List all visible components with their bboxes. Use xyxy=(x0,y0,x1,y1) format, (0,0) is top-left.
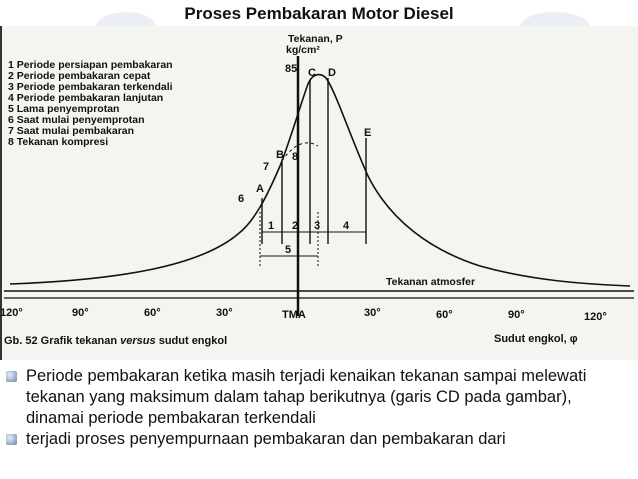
period-label: 3 xyxy=(314,220,321,232)
y-axis-label: Tekanan, P xyxy=(288,33,343,45)
slide-title: Proses Pembakaran Motor Diesel xyxy=(184,4,454,23)
bullet-icon xyxy=(6,371,17,382)
y-peak-value: 85 xyxy=(285,63,298,75)
x-tick-label: 30° xyxy=(216,307,233,319)
x-tick-label: 90° xyxy=(72,307,89,319)
legend-item: 1 Periode persiapan pembakaran xyxy=(8,59,173,71)
legend-item: 8 Tekanan kompresi xyxy=(8,136,109,148)
caption-prefix: Gb. 52 Grafik tekanan xyxy=(4,335,121,347)
period-label: 1 xyxy=(268,220,275,232)
x-tick-label: 30° xyxy=(364,307,381,319)
bullet-text: terjadi proses penyempurnaan pembakaran dan pembakaran dari xyxy=(26,430,506,448)
x-tick-label: 120° xyxy=(0,307,23,319)
x-tick-label: 90° xyxy=(508,309,525,321)
bullet-icon xyxy=(6,434,17,445)
pressure-diagram-svg xyxy=(0,26,638,360)
x-tick-label: 60° xyxy=(144,307,161,319)
figure-caption xyxy=(4,335,227,347)
legend-item: 5 Lama penyemprotan xyxy=(8,103,120,115)
x-tick-label: TMA xyxy=(282,309,306,321)
point-label-8: 8 xyxy=(292,151,299,163)
bullet-item xyxy=(6,366,634,429)
bullet-list xyxy=(6,366,634,450)
point-label-6: 6 xyxy=(238,193,245,205)
injection-label: 5 xyxy=(285,244,292,256)
legend-item: 7 Saat mulai pembakaran xyxy=(8,125,135,137)
x-tick-label: 120° xyxy=(584,311,607,323)
point-label-C: C xyxy=(308,67,316,79)
period-label: 4 xyxy=(343,220,350,232)
point-label-E: E xyxy=(364,127,372,139)
legend-item: 4 Periode pembakaran lanjutan xyxy=(8,92,164,104)
caption-suffix: sudut engkol xyxy=(155,335,228,347)
y-axis-unit: kg/cm² xyxy=(286,44,320,56)
point-label-A: A xyxy=(256,183,264,195)
atmosphere-label: Tekanan atmosfer xyxy=(386,276,476,288)
x-tick-labels xyxy=(0,307,607,323)
caption-italic: versus xyxy=(120,335,156,347)
legend-item: 2 Periode pembakaran cepat xyxy=(8,70,151,82)
period-label: 2 xyxy=(292,220,299,232)
point-label-7: 7 xyxy=(263,161,270,173)
bullet-item xyxy=(6,429,634,450)
x-axis-label: Sudut engkol, φ xyxy=(494,333,578,345)
bullet-text: Periode pembakaran ketika masih terjadi kenaikan tekanan sampai melewati tekanan yang maksimum dalam tahap berikutnya (garis CD pada gambar), dinamai periode pembakaran terkendali xyxy=(26,367,587,427)
pressure-diagram-figure xyxy=(0,26,638,360)
legend-item: 3 Periode pembakaran terkendali xyxy=(8,81,173,93)
legend xyxy=(8,59,173,148)
x-tick-label: 60° xyxy=(436,309,453,321)
point-label-D: D xyxy=(328,67,336,79)
point-label-B: B xyxy=(276,149,284,161)
legend-item: 6 Saat mulai penyemprotan xyxy=(8,114,145,126)
